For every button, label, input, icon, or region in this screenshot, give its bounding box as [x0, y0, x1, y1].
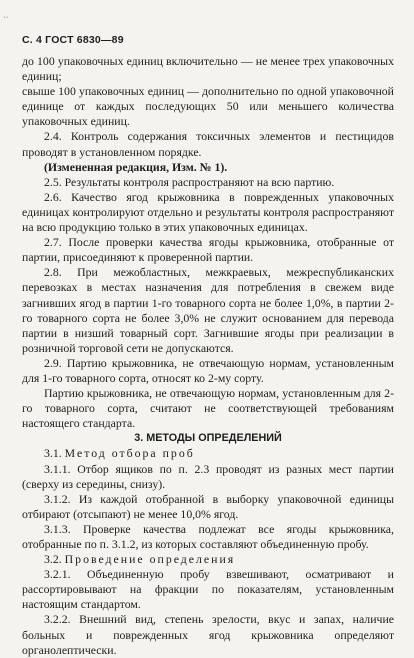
paragraph: 2.6. Качество ягод крыжовника в поврежденных упаковочных единицах контролируют отдельно и результаты контроля распространяют на всю продукцию только в этих упаковочных единицах.: [22, 189, 394, 235]
subsection-title: Проведение определения: [64, 552, 236, 567]
paragraph: 2.9. Партию крыжовника, не отвечающую нормам, установленным для 1-го товарного сорта, относят ко 2-му сорту.: [22, 355, 394, 385]
paragraph: 3.1.2. Из каждой отобранной в выборку упаковочной единицы отбирают (отсыпают) не менее 10,0% ягод.: [22, 491, 394, 521]
paragraph: 3.2.1. Объединенную пробу взвешивают, осматривают и рассортировывают на фракции по показателям, установленным настоящим стандартом.: [22, 567, 394, 612]
paragraph: 2.8. При межобластных, межкраевых, межреспубликанских перевозках в местах назначения для потребления в свежем виде загнивших ягод в партии 1-го товарного сорта не более 1,0%, в партии 2-го товарного сорта не более 3,0% не служит основанием для перевода партии в низший товарный сорт. Загнившие ягоды при реализации в розничной торговой сети не допускаются.: [22, 265, 394, 355]
paragraph: Партию крыжовника, не отвечающую нормам, установленным для 2-го товарного сорта, считают не соответствующей требованиям настоящего стандарта.: [22, 386, 394, 431]
paragraph: 2.4. Контроль содержания токсичных элементов и пестицидов проводят в установленном порядке.: [22, 129, 394, 159]
paragraph: свыше 100 упаковочных единиц — дополнительно по одной упаковочной единице от каждых последующих 50 или меньшего количества упаковочных единиц.: [22, 84, 394, 129]
document-body: [22, 54, 394, 658]
scan-mark-icon: ⋅⋅: [3, 13, 9, 22]
subsection-title: Метод отбора проб: [64, 446, 195, 461]
section-heading: 3. МЕТОДЫ ОПРЕДЕЛЕНИЙ: [134, 432, 282, 445]
paragraph: до 100 упаковочных единиц включительно — не менее трех упаковочных единиц;: [22, 54, 394, 84]
paragraph: 3.1.3. Проверке качества подлежат все ягоды крыжовника, отобранные по п. 3.1.2, из которых составляют объединенную пробу.: [22, 521, 394, 551]
paragraph: 3.2.2. Внешний вид, степень зрелости, вкус и запах, наличие больных и поврежденных ягод крыжовника определяют органолептически.: [22, 612, 394, 657]
subsection-heading: [22, 446, 394, 461]
paragraph: 3.1.1. Отбор ящиков по п. 2.3 проводят из разных мест партии (сверху из середины, снизу).: [22, 461, 394, 491]
paragraph: 2.5. Результаты контроля распространяют на всю партию.: [44, 174, 335, 189]
subsection-number: 3.1.: [44, 446, 62, 461]
subsection-heading: [22, 552, 394, 567]
amendment-note: (Измененная редакция, Изм. № 1).: [44, 159, 228, 174]
paragraph: 2.7. После проверки качества ягоды крыжовника, отобранные от партии, присоединяют к проверенной партии.: [22, 235, 394, 265]
subsection-number: 3.2.: [44, 552, 62, 567]
page-header: С. 4 ГОСТ 6830—89: [22, 34, 124, 46]
